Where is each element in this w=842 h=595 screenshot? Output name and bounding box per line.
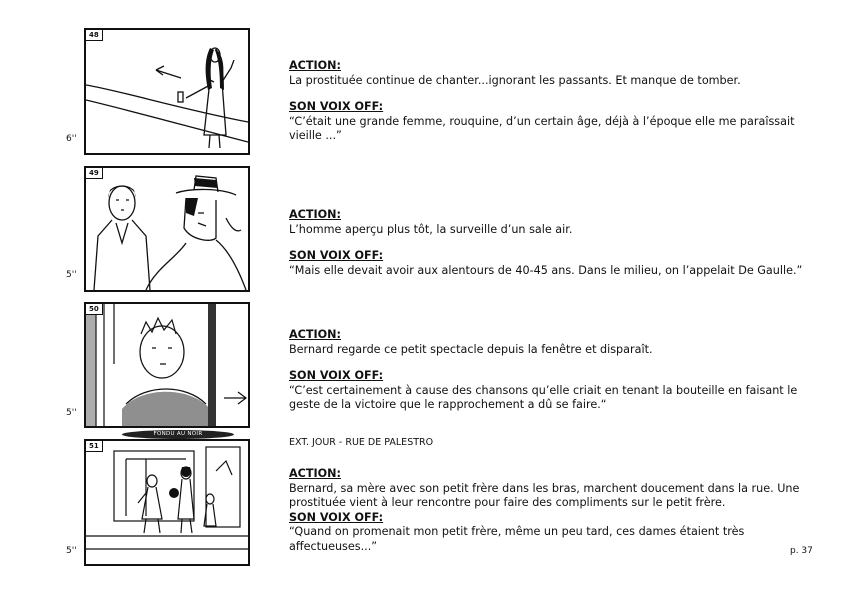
script-block-48 (289, 59, 809, 144)
script-block-51 (289, 467, 809, 554)
transition-fade-to-black: FONDU AU NOIR (122, 430, 234, 439)
panel-number: 48 (86, 30, 103, 41)
action-text: Bernard regarde ce petit spectacle depuis la fenêtre et disparaît. (289, 342, 653, 356)
panel-duration: 5'' (66, 546, 77, 556)
panel-duration: 6'' (66, 134, 77, 144)
action-label: ACTION: (289, 328, 342, 341)
action-text: Bernard, sa mère avec son petit frère dans les bras, marchent doucement dans la rue. Une prostituée vient à leur rencontre pour faire des compliments sur le petit frère. (289, 481, 800, 509)
page-number: p. 37 (790, 546, 813, 556)
panel-number: 49 (86, 168, 103, 179)
sketch-man-watching (86, 168, 248, 290)
sketch-bernard-window (86, 304, 248, 426)
voice-off-label: SON VOIX OFF: (289, 100, 384, 113)
storyboard-panel-50 (84, 302, 250, 428)
action-label: ACTION: (289, 208, 342, 221)
panel-duration: 5'' (66, 408, 77, 418)
action-text: L’homme aperçu plus tôt, la surveille d’un sale air. (289, 222, 573, 236)
voice-off-text: “Quand on promenait mon petit frère, même un peu tard, ces dames étaient très affectueuses...” (289, 525, 745, 553)
voice-off-text: “Mais elle devait avoir aux alentours de 40-45 ans. Dans le milieu, on l’appelait De Gaulle.” (289, 263, 803, 277)
action-label: ACTION: (289, 59, 342, 72)
storyboard-panel-48 (84, 28, 250, 155)
voice-off-label: SON VOIX OFF: (289, 369, 384, 382)
sketch-woman-singing (86, 30, 248, 153)
script-block-49 (289, 208, 809, 278)
action-text: La prostituée continue de chanter...ignorant les passants. Et manque de tomber. (289, 73, 741, 87)
sketch-street-scene (86, 441, 248, 564)
scene-heading: EXT. JOUR - RUE DE PALESTRO (289, 437, 434, 448)
action-label: ACTION: (289, 467, 342, 480)
panel-number: 51 (86, 441, 103, 452)
voice-off-text: “C’était une grande femme, rouquine, d’un certain âge, déjà à l’époque elle me paraîssait vieille ...” (289, 114, 795, 142)
storyboard-panel-51 (84, 439, 250, 566)
storyboard-panel-49 (84, 166, 250, 292)
script-block-50 (289, 328, 809, 413)
voice-off-text: “C’est certainement à cause des chansons qu’elle criait en tenant la bouteille en faisant le geste de la victoire que le rapprochement a dû se faire.“ (289, 383, 798, 411)
panel-number: 50 (86, 304, 103, 315)
voice-off-label: SON VOIX OFF: (289, 249, 384, 262)
voice-off-label: SON VOIX OFF: (289, 510, 384, 524)
panel-duration: 5'' (66, 270, 77, 280)
